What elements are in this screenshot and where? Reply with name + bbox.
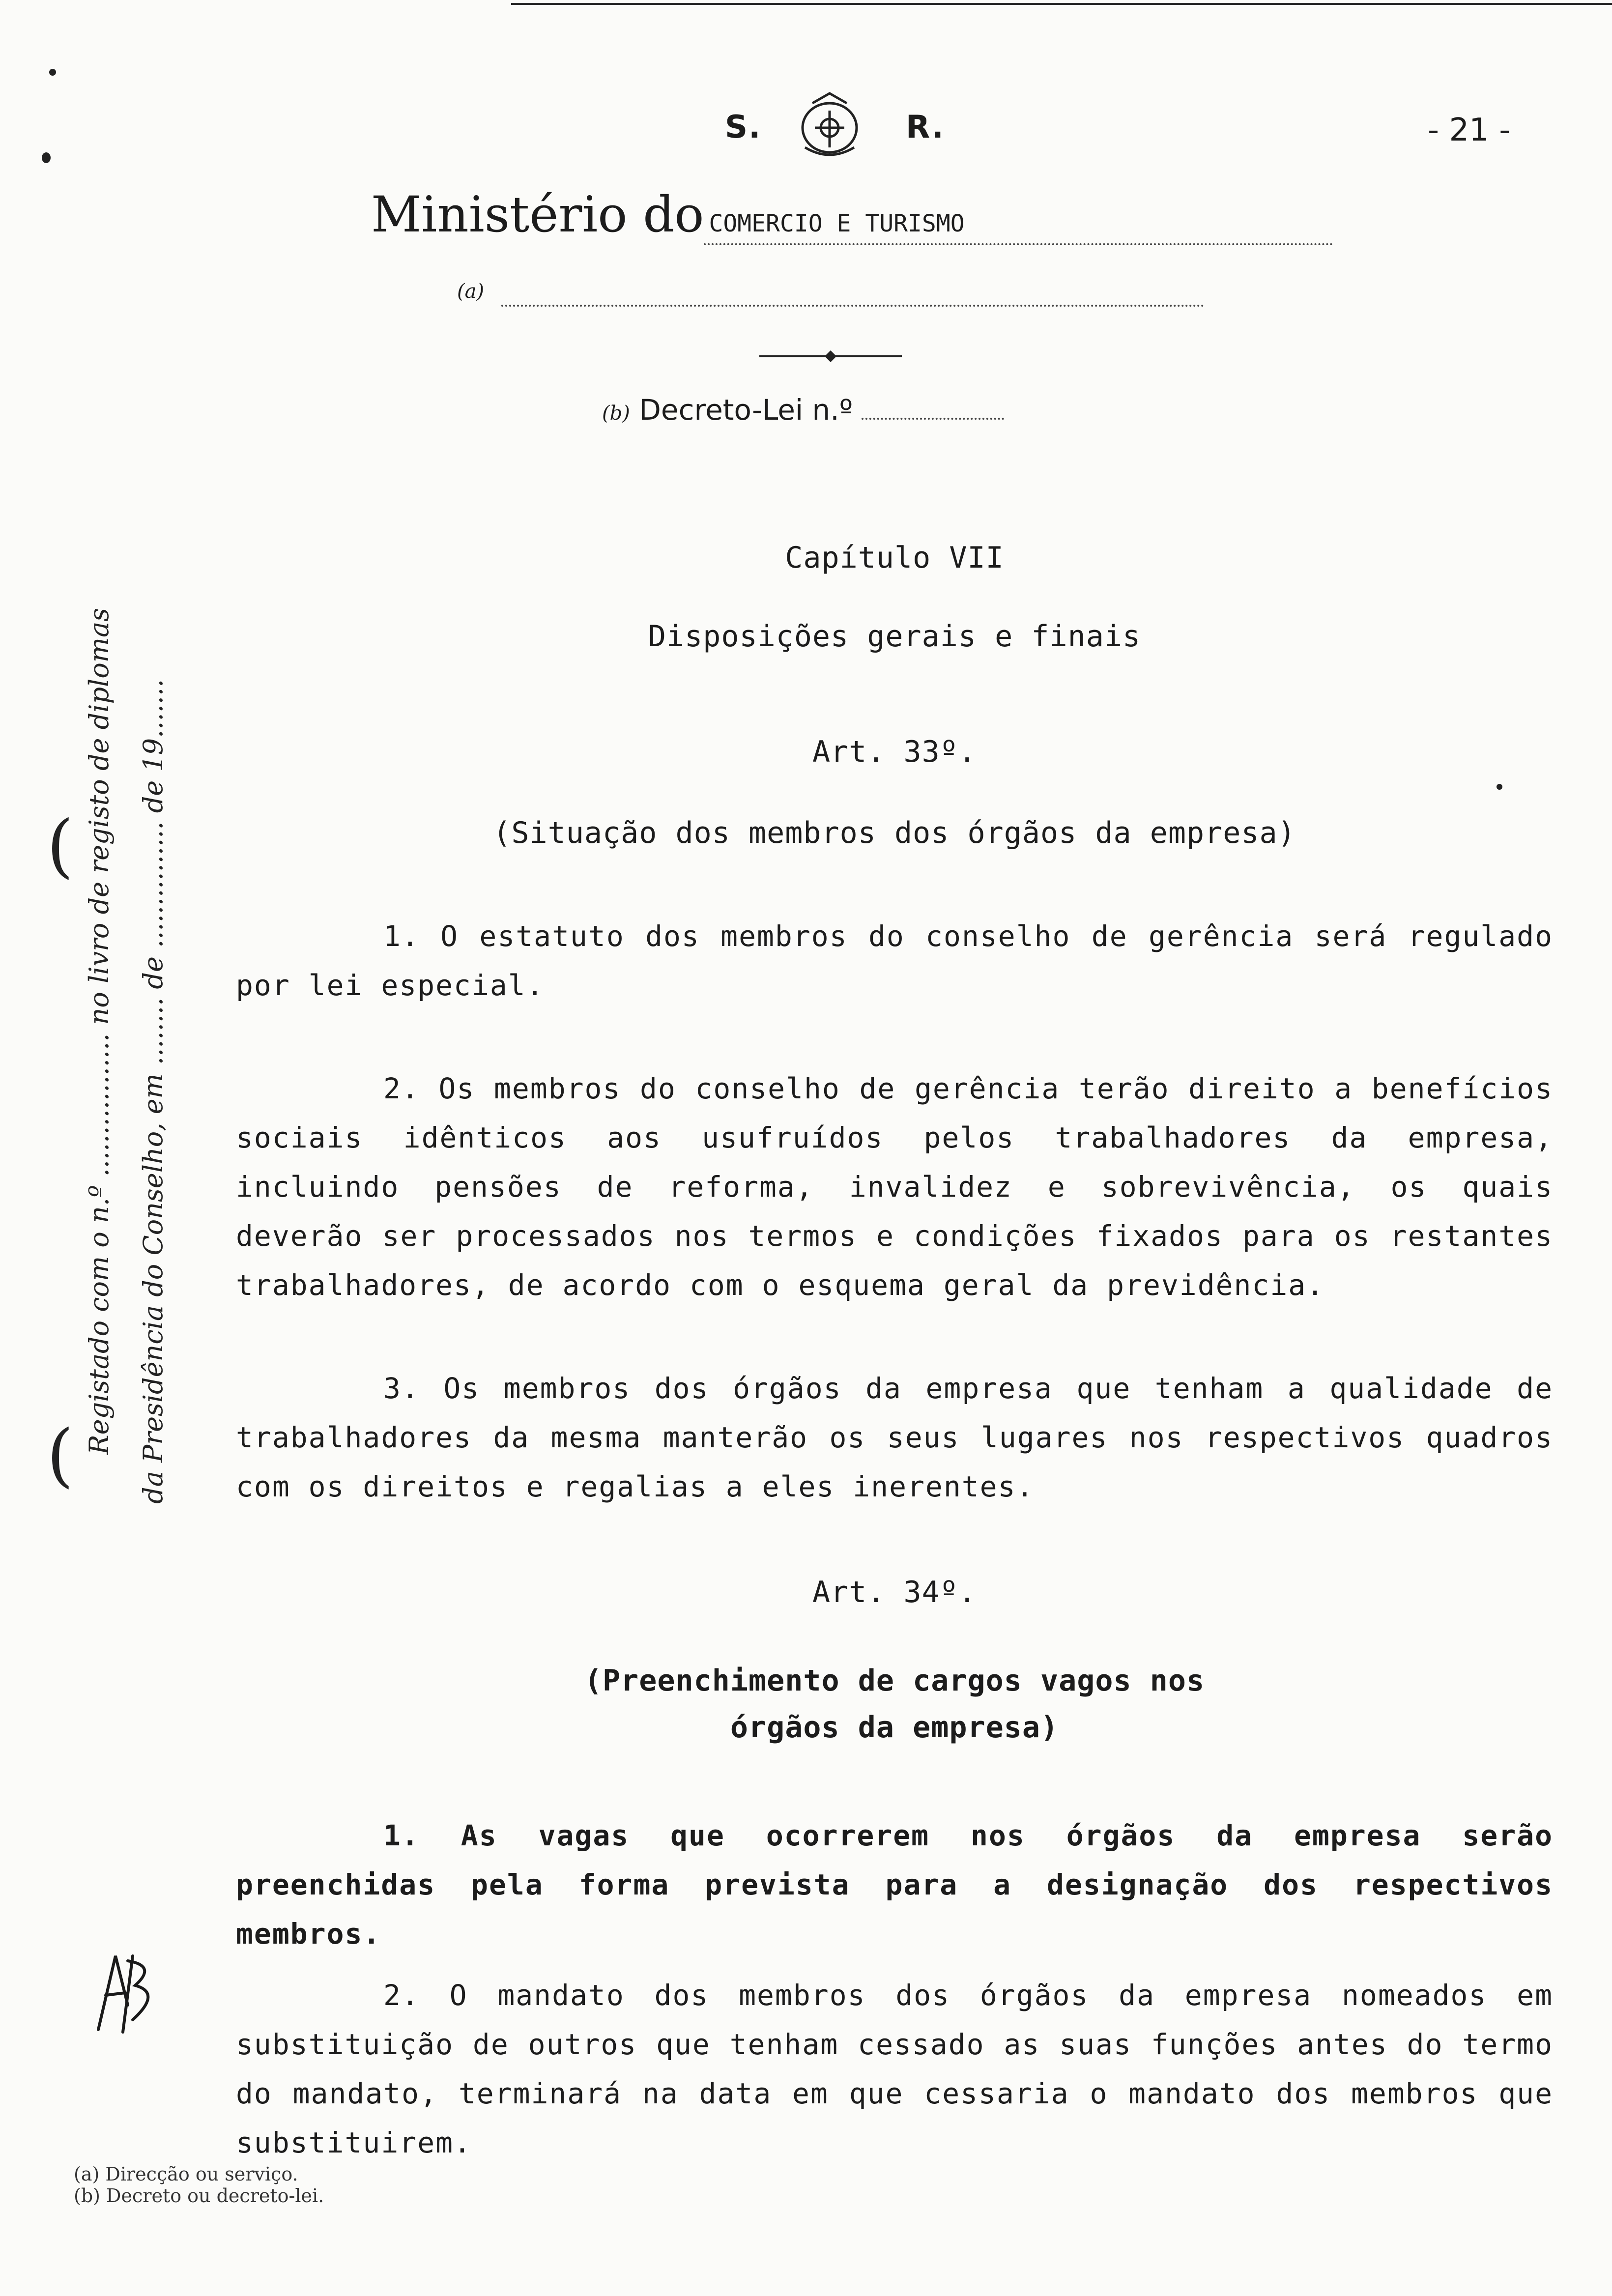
art34-title: Art. 34º. (812, 1575, 977, 1609)
art33-heading: (Situação dos membros dos órgãos da empresa) (493, 816, 1296, 850)
ornament-divider (759, 349, 902, 364)
art33-p3-text: 3. Os membros dos órgãos da empresa que tenham a qualidade de trabalhadores da mesma manterão os seus lugares nos respectivos quadros com os direitos e regalias a eles inerentes. (236, 1372, 1553, 1503)
header-s: S. (725, 109, 762, 145)
decree-number-field (862, 408, 1004, 420)
header-r: R. (906, 109, 945, 145)
art33-paragraph-3 (236, 1364, 1553, 1511)
ministry-prefix: Ministério do (371, 186, 704, 243)
page-number: - 21 - (1428, 112, 1511, 148)
footnote-b: (b) Decreto ou decreto-lei. (74, 2185, 324, 2207)
margin-bracket-top: ( (47, 806, 74, 886)
margin-registration-line2: da Presidência do Conselho, em ........ de ............... de 19....... (138, 679, 169, 1504)
coat-of-arms-icon (785, 88, 874, 162)
art33-title: Art. 33º. (812, 735, 977, 769)
field-a-label: (a) (457, 280, 485, 303)
art34-paragraph-2 (236, 1971, 1553, 2167)
art34-p1-text: 1. As vagas que ocorrerem nos órgãos da empresa serão preenchidas pela forma prevista para a designação dos respectivos membros. (236, 1819, 1553, 1951)
top-rule (511, 3, 1612, 5)
art33-p2-text: 2. Os membros do conselho de gerência terão direito a benefícios sociais idênticos aos usufruídos pelos trabalhadores da empresa, incluindo pensões de reforma, invalidez e sobrevivência, os quais deverão ser processados nos termos e condições fixados para os restantes trabalhadores, de acordo com o esquema geral da previdência. (236, 1072, 1553, 1302)
art33-paragraph-1 (236, 912, 1553, 1010)
decree-label: Decreto-Lei n.º (639, 393, 853, 427)
chapter-subtitle: Disposições gerais e finais (648, 619, 1141, 654)
margin-registration-line1: Registado com o n.º ................. no livro de registo de diplomas (84, 608, 115, 1455)
ministry-name: COMERCIO E TURISMO (709, 210, 965, 237)
art33-p1-text: 1. O estatuto dos membros do conselho de gerência será regulado por lei especial. (236, 919, 1553, 1002)
art34-heading-line2: órgãos da empresa) (730, 1710, 1059, 1745)
handwritten-initials-icon (88, 1946, 167, 2039)
field-b-label: (b) (602, 402, 630, 425)
field-a-line (501, 290, 1204, 307)
art34-heading-line1: (Preenchimento de cargos vagos nos (584, 1664, 1205, 1698)
ink-speck (1497, 784, 1502, 790)
art33-paragraph-2 (236, 1064, 1553, 1310)
art34-p2-text: 2. O mandato dos membros dos órgãos da empresa nomeados em substituição de outros que tenham cessado as suas funções antes do termo do mandato, terminará na data em que cessaria o mandato dos membros que substituirem. (236, 1979, 1553, 2159)
ministry-line (371, 186, 1333, 245)
chapter-title: Capítulo VII (785, 541, 1004, 575)
margin-bracket-bottom: ( (47, 1415, 74, 1495)
footnote-a: (a) Direcção ou serviço. (74, 2163, 298, 2185)
ministry-field (704, 186, 1333, 245)
art34-paragraph-1 (236, 1811, 1553, 1958)
ink-speck (49, 69, 56, 76)
ink-speck (42, 152, 51, 163)
decree-line (602, 393, 1004, 427)
